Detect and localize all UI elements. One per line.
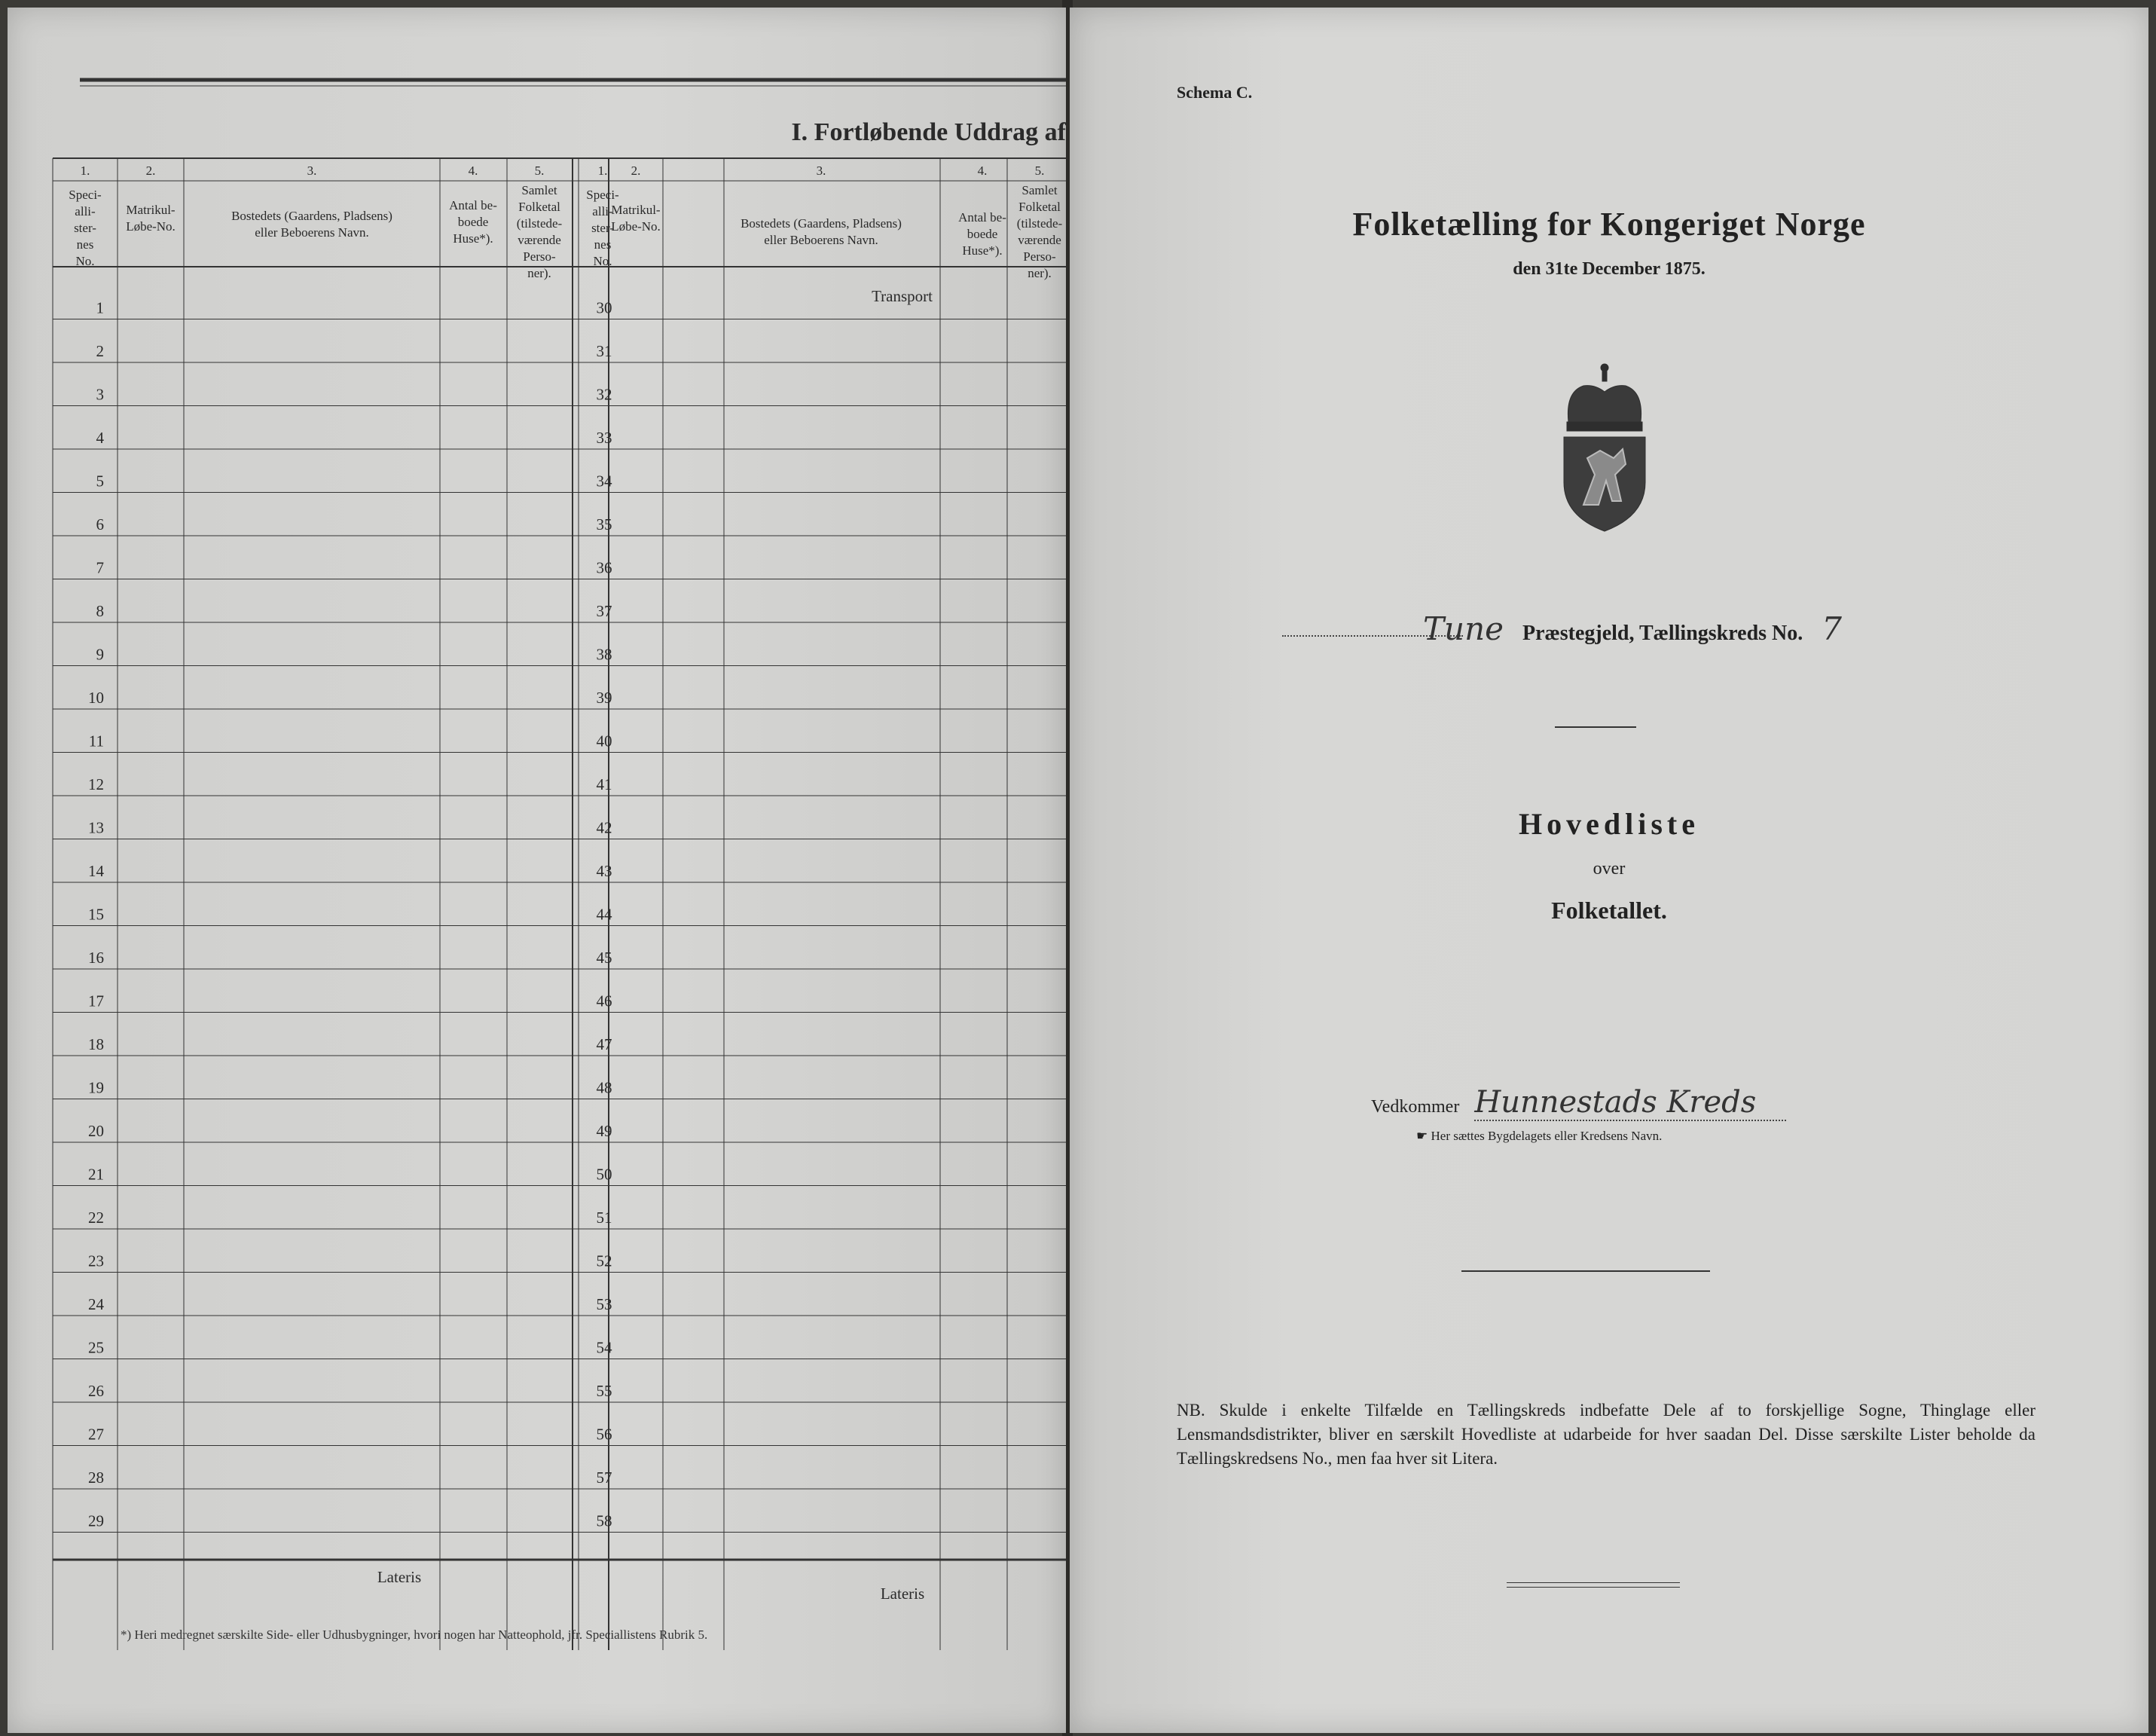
header-matrikul: Matrikul- [126, 203, 176, 217]
column-number: 1. [80, 164, 90, 178]
header-specialliste-no: No. [75, 254, 95, 268]
kreds-name: Hunnestads Kreds [1474, 1085, 1786, 1121]
row-number-right: 49 [596, 1122, 612, 1140]
row-number-left: 12 [88, 775, 104, 793]
row-number-left: 18 [88, 1035, 104, 1053]
row-number-left: 16 [88, 949, 104, 967]
header-antal-huse: boede [457, 215, 489, 229]
header-matrikul: Matrikul- [611, 203, 661, 217]
row-number-right: 37 [596, 602, 612, 620]
row-number-right: 53 [596, 1295, 612, 1313]
nb-note: NB. Skulde i enkelte Tilfælde en Tællingskreds indbefatte Dele af to forskjellige Sogne, Thinglage eller Lensmandsdistrikter, bliver en særskilt Hovedliste at udarbeide for hver saadan Del. Disse særskilte Lister beholde da Tællingskredsens No., men faa hver sit Litera. [1177, 1401, 2035, 1468]
header-specialliste-no: nes [76, 237, 94, 252]
header-matrikul: Løbe-No. [611, 219, 661, 234]
row-number-left: 8 [96, 602, 104, 620]
header-samlet-folketal: ner). [527, 266, 551, 280]
header-specialliste-no: ster- [591, 221, 614, 235]
lateris-left: Lateris [377, 1568, 422, 1586]
row-number-right: 38 [596, 645, 612, 664]
parish-name: Tune [1423, 610, 1504, 647]
row-number-right: 40 [596, 732, 612, 750]
header-specialliste-no: Speci- [586, 188, 619, 202]
row-number-left: 7 [96, 558, 104, 577]
kreds-instruction-text: Her sættes Bygdelagets eller Kredsens Navn. [1431, 1129, 1663, 1143]
header-bosted: Bostedets (Gaardens, Pladsens) [741, 216, 902, 231]
left-page [8, 8, 1066, 1733]
row-number-right: 44 [596, 905, 612, 924]
kreds-instruction [1416, 1129, 1662, 1144]
row-number-right: 32 [596, 385, 612, 404]
schema-label: Schema C. [1177, 83, 1253, 102]
row-number-left: 19 [88, 1078, 104, 1097]
column-number: 2. [145, 164, 156, 178]
row-number-right: 51 [596, 1209, 612, 1227]
header-samlet-folketal: værende [1018, 233, 1061, 247]
row-number-left: 13 [88, 818, 104, 837]
header-samlet-folketal: Folketal [518, 200, 560, 214]
hovedliste-heading: Hovedliste [1519, 807, 1699, 841]
row-number-right: 36 [596, 558, 612, 577]
column-number: 2. [631, 164, 641, 178]
header-specialliste-no: alli- [75, 204, 96, 219]
row-number-left: 21 [88, 1165, 104, 1184]
header-specialliste-no: ster- [74, 221, 96, 235]
row-number-left: 2 [96, 342, 104, 360]
row-number-right: 46 [596, 992, 612, 1010]
right-page [1070, 8, 2148, 1733]
header-samlet-folketal: Perso- [523, 249, 556, 264]
transport-label: Transport [872, 287, 933, 305]
row-number-left: 24 [88, 1295, 104, 1313]
column-number: 4. [977, 164, 988, 178]
header-samlet-folketal: Perso- [1023, 249, 1056, 264]
row-number-right: 56 [596, 1425, 612, 1444]
kreds-number: 7 [1822, 610, 1843, 647]
column-number: 3. [307, 164, 317, 178]
row-number-left: 6 [96, 515, 104, 533]
row-number-left: 25 [88, 1338, 104, 1357]
header-specialliste-no: Speci- [69, 188, 102, 202]
row-number-right: 31 [596, 342, 612, 360]
row-number-left: 27 [88, 1425, 104, 1444]
vedkommer-label: Vedkommer [1371, 1097, 1460, 1117]
column-number: 3. [816, 164, 826, 178]
header-samlet-folketal: Folketal [1018, 200, 1061, 214]
header-antal-huse: Antal be- [449, 198, 497, 212]
header-samlet-folketal: Samlet [521, 183, 557, 197]
row-number-left: 28 [88, 1469, 104, 1487]
header-specialliste-no: alli- [592, 204, 613, 219]
header-samlet-folketal: (tilstede- [1016, 216, 1063, 231]
row-number-left: 3 [96, 385, 104, 404]
parish-line [1282, 610, 1842, 647]
row-number-left: 20 [88, 1122, 104, 1140]
row-number-right: 50 [596, 1165, 612, 1184]
header-samlet-folketal: Samlet [1022, 183, 1058, 197]
row-number-right: 52 [596, 1252, 612, 1270]
row-number-left: 26 [88, 1382, 104, 1400]
row-number-right: 55 [596, 1382, 612, 1400]
header-bosted: Bostedets (Gaardens, Pladsens) [231, 209, 392, 223]
header-antal-huse: boede [967, 227, 998, 241]
row-number-right: 30 [596, 298, 612, 317]
header-antal-huse: Huse*). [453, 231, 493, 246]
divider [1507, 1582, 1680, 1583]
row-number-left: 17 [88, 992, 104, 1010]
column-number: 4. [468, 164, 478, 178]
row-number-right: 34 [596, 472, 612, 491]
header-samlet-folketal: ner). [1028, 266, 1052, 280]
row-number-right: 58 [596, 1511, 612, 1530]
column-number: 5. [534, 164, 545, 178]
over-label: over [1593, 859, 1626, 879]
row-number-left: 1 [96, 298, 104, 317]
header-bosted: eller Beboerens Navn. [764, 233, 878, 247]
header-samlet-folketal: (tilstede- [516, 216, 563, 231]
lateris-right: Lateris [880, 1585, 925, 1603]
header-antal-huse: Antal be- [958, 210, 1006, 225]
row-number-left: 14 [88, 862, 104, 880]
row-number-left: 29 [88, 1511, 104, 1530]
row-number-right: 43 [596, 862, 612, 880]
row-number-right: 33 [596, 429, 612, 447]
parish-label: Præstegjeld, Tællingskreds No. [1522, 622, 1803, 645]
column-number: 1. [597, 164, 608, 178]
table-title: I. Fortløbende Uddrag af [791, 118, 1066, 146]
row-number-left: 15 [88, 905, 104, 924]
census-table [8, 8, 1066, 1733]
row-number-left: 23 [88, 1252, 104, 1270]
census-date: den 31te December 1875. [1513, 259, 1706, 279]
row-number-right: 35 [596, 515, 612, 533]
row-number-left: 10 [88, 689, 104, 707]
row-number-left: 9 [96, 645, 104, 664]
header-samlet-folketal: værende [518, 233, 561, 247]
row-number-right: 45 [596, 949, 612, 967]
row-number-right: 48 [596, 1078, 612, 1097]
row-number-left: 5 [96, 472, 104, 491]
row-number-left: 22 [88, 1209, 104, 1227]
row-number-right: 54 [596, 1338, 612, 1357]
vedkommer-line [1371, 1085, 1786, 1121]
header-matrikul: Løbe-No. [126, 219, 176, 234]
row-number-right: 42 [596, 818, 612, 837]
row-number-left: 4 [96, 429, 104, 447]
row-number-right: 41 [596, 775, 612, 793]
page-title: Folketælling for Kongeriget Norge [1352, 206, 1866, 243]
coat-of-arms-icon [1553, 362, 1656, 535]
header-antal-huse: Huse*). [962, 243, 1003, 258]
folketallet-heading: Folketallet. [1551, 897, 1667, 924]
header-bosted: eller Beboerens Navn. [255, 225, 369, 240]
bleed-through [1183, 128, 1187, 148]
row-number-right: 47 [596, 1035, 612, 1053]
divider [1507, 1587, 1680, 1588]
header-specialliste-no: No. [593, 254, 612, 268]
row-number-right: 39 [596, 689, 612, 707]
footnote: *) Heri medregnet særskilte Side- eller Udhusbygninger, hvori nogen har Natteophold, jfr. Speciallistens Rubrik 5. [121, 1628, 708, 1642]
divider [1461, 1270, 1710, 1272]
row-number-right: 57 [596, 1469, 612, 1487]
pointing-hand-icon: ☛ [1416, 1129, 1428, 1143]
column-number: 5. [1034, 164, 1045, 178]
row-number-left: 11 [88, 732, 104, 750]
header-specialliste-no: nes [594, 237, 612, 252]
divider [1555, 726, 1636, 728]
